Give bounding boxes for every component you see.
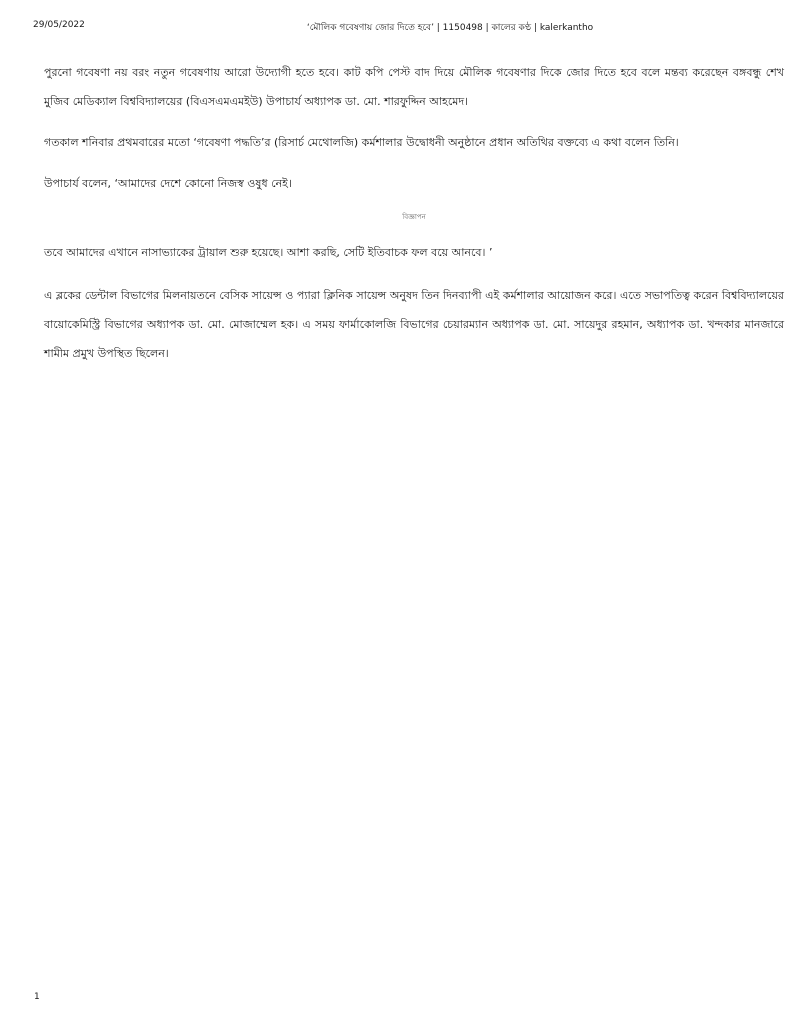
- article-paragraph: উপাচার্য বলেন, ‘আমাদের দেশে কোনো নিজস্ব ওষুধ নেই।: [44, 177, 292, 190]
- article-paragraph: এ ব্লকের ডেন্টাল বিভাগের মিলনায়তনে বেসিক সায়েন্স ও প্যারা ক্লিনিক সায়েন্স অনুষদ তিন দিনব্যাপী এই কর্মশালার আয়োজন করে। এতে সভাপতিত্ব করেন বিশ্ববিদ্যালয়ের বায়োকেমিস্ট্রি বিভাগের অধ্যাপক ডা. মো. মোজাম্মেল হক। এ সময় ফার্মাকোলজি বিভাগের চেয়ারম্যান অধ্যাপক ডা. মো. সায়েদুর রহমান, অধ্যাপক ডা. খন্দকার মানজারে শামীম প্রমুখ উপস্থিত ছিলেন।: [44, 289, 784, 360]
- article-paragraph: পুরনো গবেষণা নয় বরং নতুন গবেষণায় আরো উদ্যোগী হতে হবে। কাট কপি পেস্ট বাদ দিয়ে মৌলিক গবেষণার দিকে জোর দিতে হবে বলে মন্তব্য করেছেন বঙ্গবন্ধু শেখ মুজিব মেডিক্যাল বিশ্ববিদ্যালয়ের (বিএসএমএমইউ) উপাচার্য অধ্যাপক ডা. মো. শারফুদ্দিন আহমেদ।: [44, 66, 784, 108]
- page-number: 1: [34, 992, 40, 1002]
- article-paragraph: গতকাল শনিবার প্রথমবারের মতো ‘গবেষণা পদ্ধতি’র (রিসার্চ মেথোলজি) কর্মশালার উদ্বোধনী অনুষ্ঠানে প্রধান অতিথির বক্তব্যে এ কথা বলেন তিনি।: [44, 136, 679, 149]
- print-date: 29/05/2022: [33, 20, 85, 30]
- print-page-title: ‘মৌলিক গবেষণায় জোর দিতে হবে’ | 1150498 | কালের কণ্ঠ | kalerkantho: [306, 23, 594, 33]
- advertisement-label: বিজ্ঞাপন: [402, 213, 426, 221]
- print-header: [0, 18, 791, 36]
- article-paragraph: তবে আমাদের এখানে নাসাভ্যাকের ট্রায়াল শুরু হয়েছে। আশা করছি, সেটি ইতিবাচক ফল বয়ে আনবে। ’: [44, 246, 493, 259]
- article-body: [44, 58, 784, 380]
